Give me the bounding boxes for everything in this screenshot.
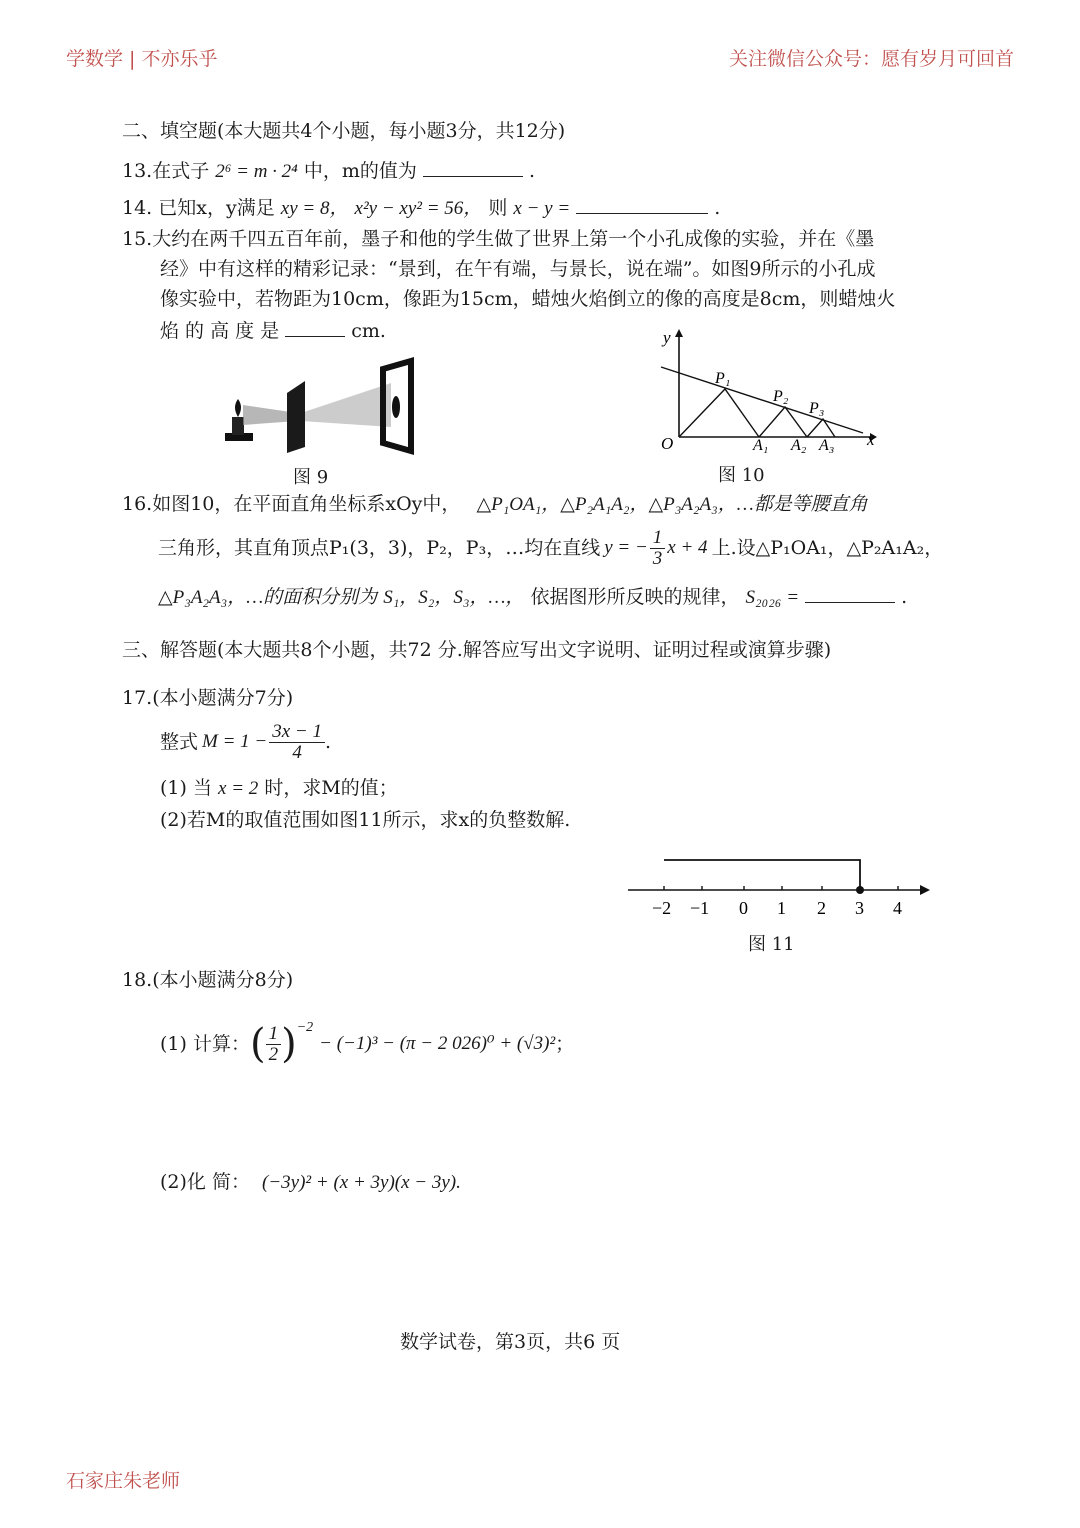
label-p3: P₃ — [809, 400, 825, 417]
label-a1: A₁ — [753, 437, 769, 454]
candle-flame — [235, 399, 241, 417]
label-y: y — [663, 328, 671, 347]
tick-label: 3 — [855, 898, 864, 918]
q16-line1-a: 16.如图10，在平面直角坐标系xOy中， — [122, 493, 461, 515]
question-13 — [122, 158, 535, 184]
tick-label: 2 — [817, 898, 826, 918]
q16-line1-b: △P₁OA₁，△P₂A₁A₂，△P₃A₂A₃，…都是等腰直角 — [476, 494, 868, 515]
q17-m-expression: M = 1 − — [202, 731, 268, 752]
q17-fraction-numerator: 3x − 1 — [269, 722, 325, 743]
q17-intro: 整式 — [160, 731, 199, 753]
label-a2: A₂ — [791, 437, 807, 454]
q16-line2-y: y = − — [604, 537, 648, 558]
q16-line-3 — [158, 584, 907, 610]
q15-answer-blank — [285, 318, 345, 337]
range-bracket — [664, 860, 860, 890]
q18-part1-terms: − (−1)³ − (π − 2 026)⁰ + (√3)² — [319, 1033, 556, 1054]
y-axis-arrow — [675, 329, 683, 337]
q16-line3-s: S₁，S₂，S₃，…， — [383, 587, 525, 608]
q17-part1-a: (1) 当 — [160, 777, 212, 799]
triangle-1 — [679, 389, 759, 437]
q16-line-2 — [158, 526, 943, 570]
q17-fraction — [269, 722, 325, 763]
q18-exponent: −2 — [296, 1020, 314, 1035]
q16-fraction — [650, 528, 666, 569]
q16-answer-blank — [805, 584, 895, 603]
q16-end: . — [901, 586, 908, 608]
label-origin: O — [661, 434, 674, 453]
figure-9-pinhole-camera — [215, 355, 425, 460]
triangle-3 — [807, 419, 835, 437]
tick-label: −2 — [652, 898, 672, 918]
tick-label: 0 — [739, 898, 748, 918]
q18-part2-label: (2)化 简： — [160, 1171, 250, 1193]
q13-prefix: 13.在式子 — [122, 160, 210, 182]
q17-part1-x: x = 2 — [218, 778, 259, 799]
label-x: x — [867, 430, 875, 449]
pinhole-board — [287, 381, 305, 453]
q18-part1-label: (1) 计算： — [160, 1033, 250, 1055]
q15-line-2: 经》中有这样的精彩记录：“景到，在午有端，与景长，说在端”。如图9所示的小孔成 — [160, 258, 876, 280]
q16-fraction-numerator: 1 — [650, 528, 666, 549]
light-rays-right — [301, 383, 391, 427]
q13-end: . — [528, 160, 535, 182]
q17-intro-line: 整式 M = 1 − $\frac{3x - 1}{4}$ . — [160, 720, 332, 763]
page-number: 数学试卷，第3页，共6 页 — [400, 1331, 621, 1353]
q16-line-1 — [122, 492, 868, 517]
label-p1: P₁ — [715, 370, 731, 387]
number-line-arrow — [920, 885, 930, 895]
q16-line2-b: x + 4 — [667, 537, 708, 558]
q15-line4-prefix: 焰 的 高 度 是 — [160, 320, 280, 342]
q18-part1-end: ； — [555, 1033, 575, 1055]
figure-9-caption: 图 9 — [293, 467, 329, 488]
candle-body — [232, 417, 244, 435]
header-left: 学数学 | 不亦乐乎 — [66, 48, 218, 70]
tick-label: −1 — [690, 898, 710, 918]
figure-10-caption: 图 10 — [718, 465, 765, 486]
q14-prefix: 14. 已知x，y满足 — [122, 197, 275, 219]
figure-11-number-line — [620, 850, 940, 925]
figure-10-coordinate-graph — [655, 325, 885, 455]
q17-part1-b: 时，求M的值； — [264, 777, 398, 799]
q18-title: 18.(本小题满分8分) — [122, 969, 294, 991]
q14-condition-2: x²y − xy² = 56， — [354, 198, 483, 219]
q17-part-2: (2)若M的取值范围如图11所示，求x的负整数解. — [160, 809, 571, 831]
q15-unit: cm. — [351, 320, 386, 342]
q18-part-1: (1) 计算： ( $\frac{1}{2}$ ) −2 − (−1)³ − (π − 2 026)⁰ + (√3)² ； — [160, 1014, 574, 1074]
label-p2: P₂ — [773, 388, 789, 405]
question-14 — [122, 195, 720, 221]
q16-line3-a: △P₃A₂A₃，…的面积分别为 — [158, 587, 378, 608]
header-right: 关注微信公众号：愿有岁月可回首 — [728, 48, 1014, 70]
q13-expression: 2⁶ = m · 2⁴ — [215, 161, 298, 182]
q13-answer-blank — [423, 158, 523, 177]
tick-label: 4 — [893, 898, 902, 918]
q16-line3-b: 依据图形所反映的规律， — [530, 586, 740, 608]
q15-line-3: 像实验中，若物距为10cm，像距为15cm，蜡烛火焰倒立的像的高度是8cm，则蜡烛火 — [160, 288, 896, 310]
q18-part2-expression: (−3y)² + (x + 3y)(x − 3y). — [262, 1172, 461, 1193]
q14-condition-1: xy = 8， — [280, 198, 349, 219]
q16-fraction-denominator: 3 — [652, 547, 663, 569]
q18-fraction-denominator: 2 — [268, 1043, 279, 1065]
q14-answer-blank — [576, 195, 708, 214]
q17-title: 17.(本小题满分7分) — [122, 687, 294, 709]
q18-fraction-numerator: 1 — [266, 1024, 282, 1045]
q17-fraction-denominator: 4 — [292, 741, 302, 763]
line-graph — [661, 367, 863, 433]
section3-title: 三、解答题(本大题共8个小题，共72 分.解答应写出文字说明、证明过程或演算步骤) — [122, 639, 832, 661]
label-a3: A₃ — [819, 437, 835, 454]
q15-line-1: 15.大约在两千四五百年前，墨子和他的学生做了世界上第一个小孔成像的实验，并在《墨 — [122, 228, 875, 250]
triangle-2 — [759, 407, 807, 437]
watermark-author: 石家庄朱老师 — [66, 1470, 181, 1492]
section2-title: 二、填空题(本大题共4个小题，每小题3分，共12分) — [122, 120, 566, 142]
q17-part-1 — [160, 776, 398, 801]
q18-part-2 — [160, 1170, 461, 1195]
q18-fraction — [266, 1024, 282, 1065]
q16-line3-ask: S₂₀₂₆ = — [745, 587, 800, 608]
q13-middle: 中，m的值为 — [303, 160, 417, 182]
inverted-image — [392, 396, 400, 418]
q14-middle: 则 — [488, 197, 508, 219]
q16-line2-a: 三角形，其直角顶点P₁(3，3)，P₂，P₃，…均在直线 — [158, 537, 601, 559]
q14-end: . — [714, 197, 721, 219]
figure-11-caption: 图 11 — [748, 934, 795, 955]
q14-ask: x − y = — [513, 198, 571, 219]
q15-line-4 — [160, 318, 386, 343]
tick-label: 1 — [777, 898, 786, 918]
q16-line2-c: 上.设△P₁OA₁，△P₂A₁A₂， — [711, 537, 944, 559]
